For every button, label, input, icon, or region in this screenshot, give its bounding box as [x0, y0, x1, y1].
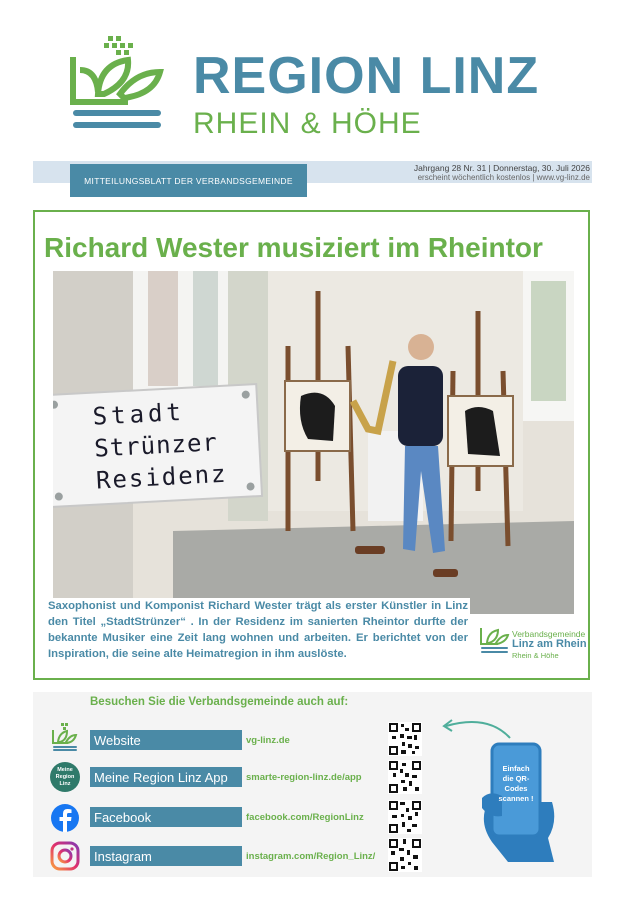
issue-line: Jahrgang 28 Nr. 31 | Donnerstag, 30. Juli 2026: [413, 163, 590, 173]
phone-scan-text: Einfach die QR-Codes scannen !: [498, 764, 534, 803]
region-logo-icon: [50, 722, 78, 757]
region-linz-logo-icon: [68, 32, 166, 143]
vg-logo-line3: Rhein & Höhe: [512, 651, 559, 660]
sign-line-3: Residenz: [95, 459, 229, 495]
footer-heading: Besuchen Sie die Verbandsgemeinde auch auf:: [90, 696, 349, 708]
article-photo: [53, 271, 574, 614]
sign-line-2: Strünzer: [93, 428, 219, 463]
facebook-link-button[interactable]: Facebook: [90, 807, 242, 827]
vg-linz-logo-icon: [478, 620, 510, 661]
phone-hand-icon: [478, 742, 564, 869]
website-url[interactable]: vg-linz.de: [246, 735, 290, 746]
app-url[interactable]: smarte-region-linz.de/app: [246, 772, 362, 783]
masthead-subtitle: RHEIN & HÖHE: [193, 107, 422, 140]
tagline-banner: MITTEILUNGSBLATT DER VERBANDSGEMEINDE: [70, 164, 307, 197]
sign-line-1: Stadt: [91, 397, 186, 431]
qr-code-app[interactable]: [388, 760, 422, 794]
website-link-button[interactable]: Website: [90, 730, 242, 750]
app-icon-text: Meine Region Linz: [55, 766, 75, 787]
app-icon: [50, 762, 80, 792]
qr-code-facebook[interactable]: [388, 800, 422, 834]
instagram-link-button[interactable]: Instagram: [90, 846, 242, 866]
vg-logo-line2: Linz am Rhein: [512, 638, 587, 650]
qr-code-website[interactable]: [388, 722, 422, 756]
publish-line: erscheint wöchentlich kostenlos | www.vg-linz.de: [417, 173, 590, 182]
facebook-url[interactable]: facebook.com/RegionLinz: [246, 812, 364, 823]
qr-code-instagram[interactable]: [388, 838, 422, 872]
masthead-title: REGION LINZ: [193, 47, 540, 105]
facebook-icon: [50, 803, 80, 838]
instagram-url[interactable]: instagram.com/Region_Linz/: [246, 851, 376, 862]
article-caption: Saxophonist und Komponist Richard Wester trägt als erster Künstler in Linz den Titel „StadtStrünzer“ . In der Residenz im sanierten Rheintor durfte der bekannte Musiker eine Zeit lang wohnen und arbeiten. Er berichtet von der Inspiration, die seine alte Heimatregion in ihm auslöste.: [48, 600, 468, 660]
article-headline: Richard Wester musiziert im Rheintor: [44, 232, 543, 263]
app-link-button[interactable]: Meine Region Linz App: [90, 767, 242, 787]
instagram-icon: [50, 841, 80, 876]
vg-logo-line1: Verbandsgemeinde: [512, 629, 586, 639]
